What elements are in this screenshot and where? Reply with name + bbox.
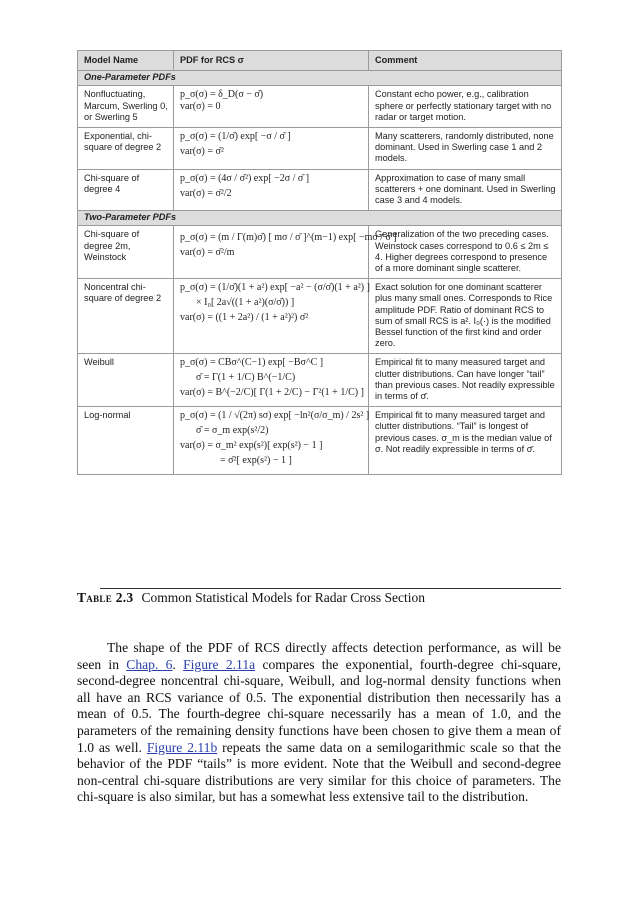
pdf-equation: σ̄ = σ_m exp(s²/2)	[196, 425, 269, 437]
pdf-equation: σ̄ = Γ(1 + 1/C) B^(−1/C)	[196, 372, 296, 384]
row-pdf-equations	[174, 407, 369, 475]
pdf-equation: var(σ) = σ_m² exp(s²)[ exp(s²) − 1 ]	[180, 440, 323, 452]
row-model-name: Chi-square of degree 4	[78, 169, 174, 211]
section-two-parameter	[78, 211, 562, 226]
row-model-name: Log-normal	[78, 407, 174, 475]
pdf-equation: × I₀[ 2a√((1 + a²)(σ/σ̄)) ]	[196, 297, 295, 309]
row-pdf-equations	[174, 354, 369, 407]
pdf-equation: p_σ(σ) = (4σ / σ̄²) exp[ −2σ / σ̄ ]	[180, 172, 310, 184]
paragraph-text	[77, 640, 561, 806]
row-pdf-equations	[174, 86, 369, 128]
text-segment: The shape of the PDF of RCS directly affects detection performance, as will be seen in	[77, 640, 561, 672]
row-comment: Constant echo power, e.g., calibration sphere or perfectly stationary target with no radar or target motion.	[369, 86, 562, 128]
pdf-equation: p_σ(σ) = δ_D(σ − σ̄)	[180, 89, 264, 101]
section-one-parameter-label: One-Parameter PDFs	[78, 71, 562, 86]
pdf-equation: var(σ) = 0	[180, 101, 221, 113]
pdf-equation: p_σ(σ) = (1/σ̄)(1 + a²) exp[ −a² − (σ/σ̄)(1 + a²) ]	[180, 282, 370, 294]
header-comment: Comment	[369, 51, 562, 71]
pdf-equation: var(σ) = σ̄²/2	[180, 187, 232, 199]
row-comment: Many scatterers, randomly distributed, none dominant. Used in Swerling case 1 and 2 models.	[369, 128, 562, 170]
text-segment: repeats the same data on a semilogarithmic scale so that the behavior of the PDF “tails” is more evident. Note that the Weibull and second-degree non-central chi-square distributions are very similar for this choice of parameters. The chi-square is also similar, but has a somewhat less extensive tail to the distribution.	[77, 739, 561, 805]
row-comment: Approximation to case of many small scatterers + one dominant. Used in Swerling case 3 and 4 models.	[369, 169, 562, 211]
row-model-name: Chi-square of degree 2m, Weinstock	[78, 226, 174, 279]
table-row	[78, 279, 562, 354]
pdf-equation: var(σ) = σ̄²/m	[180, 247, 235, 259]
section-one-parameter	[78, 71, 562, 86]
pdf-equation: p_σ(σ) = (m / Γ(m)σ̄) [ mσ / σ̄ ]^(m−1) exp[ −mσ / σ̄ ]	[180, 232, 397, 244]
pdf-equation: var(σ) = σ̄²	[180, 146, 224, 158]
rcs-models-table	[77, 50, 562, 475]
figure-2-11b-link[interactable]: Figure 2.11b	[146, 739, 218, 755]
row-pdf-equations	[174, 279, 369, 354]
table-caption	[77, 590, 425, 606]
row-model-name: Exponential, chi-square of degree 2	[78, 128, 174, 170]
pdf-equation: var(σ) = B^(−2/C)[ Γ(1 + 2/C) − Γ²(1 + 1/C) ]	[180, 387, 364, 399]
chap-6-link[interactable]: Chap. 6	[126, 656, 173, 672]
caption-title: Common Statistical Models for Radar Cross Section	[141, 590, 425, 605]
header-pdf: PDF for RCS σ	[174, 51, 369, 71]
table-row	[78, 226, 562, 279]
row-model-name: Noncentral chi-square of degree 2	[78, 279, 174, 354]
row-model-name: Weibull	[78, 354, 174, 407]
row-pdf-equations	[174, 128, 369, 170]
pdf-equation: var(σ) = ((1 + 2a²) / (1 + a²)²) σ̄²	[180, 312, 309, 324]
row-comment: Exact solution for one dominant scatterer plus many small ones. Corresponds to Rice amplitude PDF. Ratio of dominant RCS to sum of small RCS is a². I₀(·) is the modified Bessel function of the first kind and order zero.	[369, 279, 562, 354]
caption-rule	[100, 588, 561, 589]
header-model-name: Model Name	[78, 51, 174, 71]
table-row	[78, 354, 562, 407]
table-header-row	[78, 51, 562, 71]
rcs-models-table-container	[77, 50, 561, 475]
text-segment: .	[172, 656, 184, 672]
pdf-equation: = σ̄²[ exp(s²) − 1 ]	[220, 455, 292, 467]
text-segment: compares the exponential, fourth-degree chi-square, second-degree noncentral chi-square, Weibull, and log-normal density functions when all have an RCS variance of 0.5. The exponential distribution then necessarily has a mean of 0.5. The fourth-degree chi-square necessarily has a mean of 1.0, and the parameters of the remaining density functions have been chosen to give them a mean of 1.0 as well.	[77, 656, 561, 755]
table-row	[78, 169, 562, 211]
row-pdf-equations	[174, 226, 397, 279]
row-comment: Empirical fit to many measured target and clutter distributions. Can have longer “tail” than previous cases. Not readily expressible in terms of σ̄.	[369, 354, 562, 407]
row-model-name: Nonfluctuating, Marcum, Swerling 0, or Swerling 5	[78, 86, 174, 128]
row-pdf-equations	[174, 169, 369, 211]
table-row	[78, 86, 562, 128]
caption-number: Table 2.3	[77, 590, 134, 605]
table-row	[78, 128, 562, 170]
body-paragraph	[77, 640, 561, 806]
section-two-parameter-label: Two-Parameter PDFs	[78, 211, 562, 226]
row-comment: Empirical fit to many measured target and clutter distributions. “Tail” is longest of previous cases. σ_m is the median value of σ. Not readily expressible in terms of σ̄.	[369, 407, 562, 475]
table-row	[78, 407, 562, 475]
pdf-equation: p_σ(σ) = (1/σ̄) exp[ −σ / σ̄ ]	[180, 131, 291, 143]
pdf-equation: p_σ(σ) = CBσ^(C−1) exp[ −Bσ^C ]	[180, 357, 324, 369]
row-comment: Generalization of the two preceding cases. Weinstock cases correspond to 0.6 ≤ 2m ≤ 4. Higher degrees correspond to presence of a more dominant single scatterer.	[369, 226, 562, 279]
figure-2-11a-link[interactable]: Figure 2.11a	[183, 656, 256, 672]
pdf-equation: p_σ(σ) = (1 / √(2π) sσ) exp[ −ln²(σ/σ_m) / 2s² ]	[180, 410, 370, 422]
